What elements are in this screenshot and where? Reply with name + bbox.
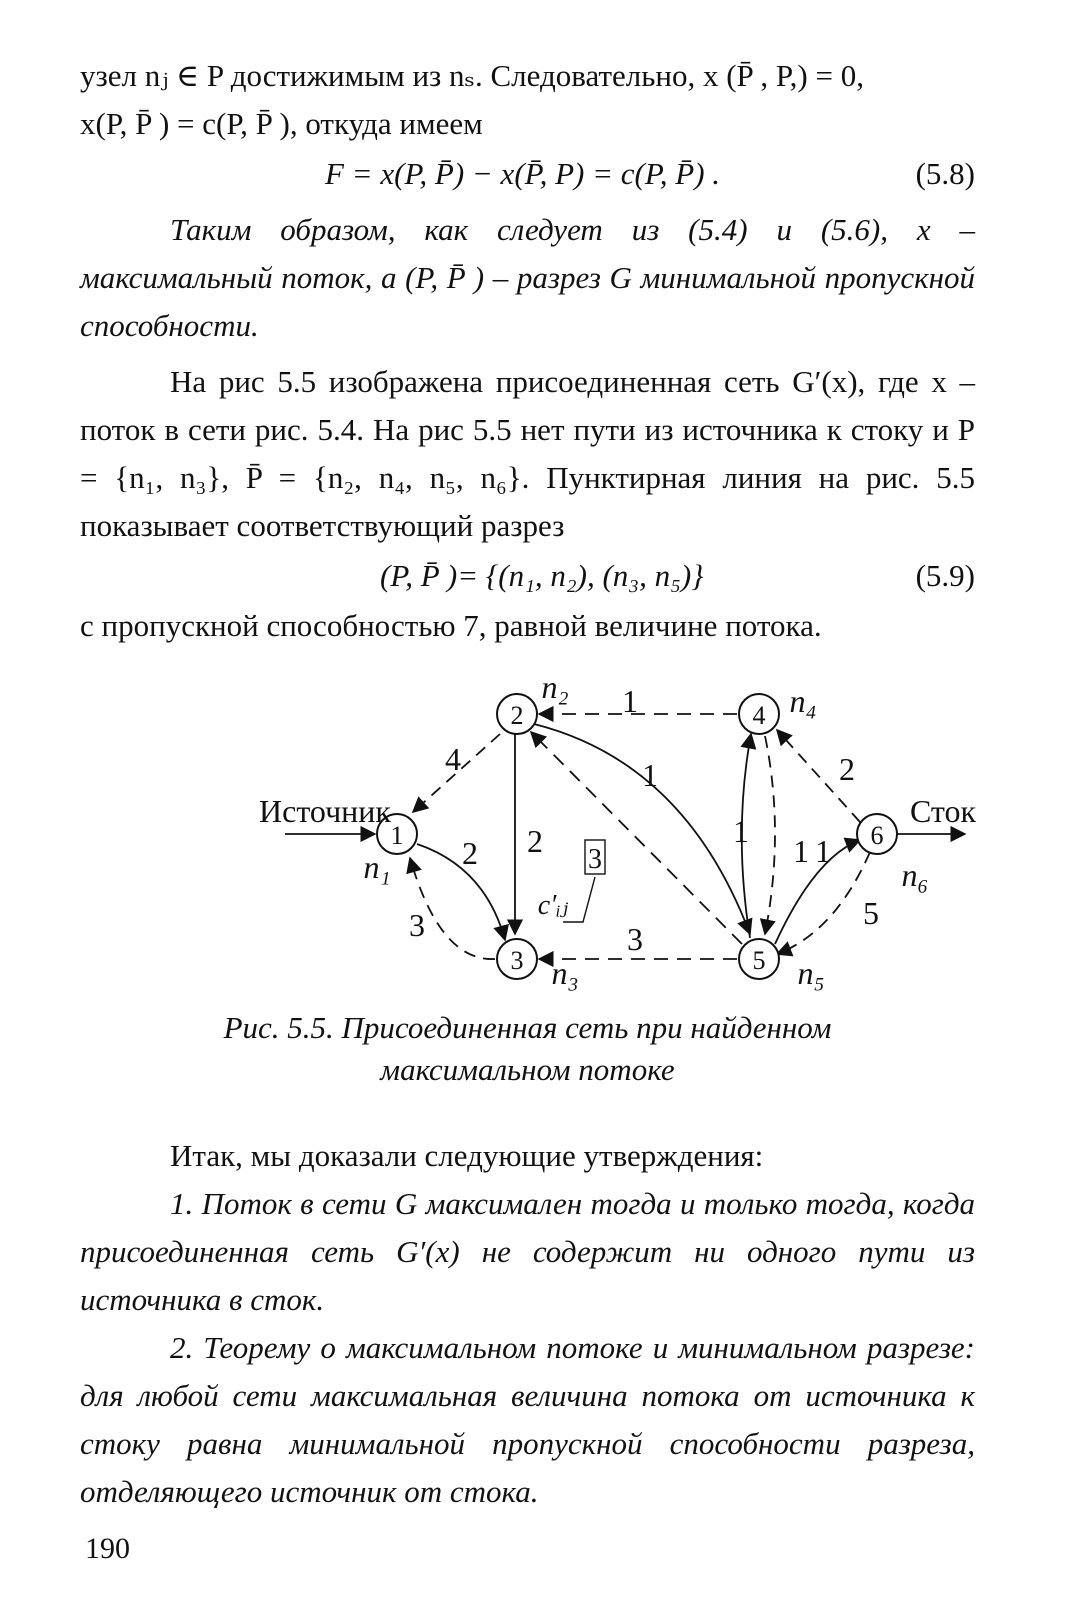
edge-label-5-4: 1 bbox=[733, 813, 749, 849]
text-line-1: узел nⱼ ∈ P достижимым из nₛ. Следовательно, x (P̄ , P,) = 0, bbox=[80, 58, 864, 93]
conclusions-section bbox=[80, 1132, 975, 1516]
node-1-number: 1 bbox=[390, 821, 404, 850]
conclusion-item-1: 1. Поток в сети G максимален тогда и только тогда, когда присоединенная сеть G′(x) не содержит ни одного пути из источника в сток. bbox=[80, 1186, 975, 1317]
paragraph-capacity: с пропускной способностью 7, равной величине потока. bbox=[80, 608, 822, 643]
legend-label: c′ᵢⱼ bbox=[537, 890, 569, 921]
node-2-number: 2 bbox=[510, 701, 524, 730]
node-2-label: n₂ bbox=[541, 672, 569, 705]
edge-label-3-1: 3 bbox=[409, 907, 425, 943]
caption-line-2: максимальном потоке bbox=[380, 1052, 675, 1087]
formula-5-8 bbox=[80, 148, 975, 200]
edge-label-5-6: 1 bbox=[815, 833, 831, 869]
conclusions-intro: Итак, мы доказали следующие утверждения: bbox=[170, 1138, 764, 1173]
network-diagram bbox=[245, 672, 985, 1002]
conclusion-item-2: 2. Теорему о максимальном потоке и минимальном разрезе: для любой сети максимальная величина потока от источника к стоку равна минимальной пропускной способности разреза, отделяющего источник от стока. bbox=[80, 1330, 975, 1509]
edge-label-2-3: 2 bbox=[527, 823, 543, 859]
edge-label-2-1: 4 bbox=[445, 741, 461, 777]
formula-5-9 bbox=[80, 550, 975, 602]
formula-5-9-expression: (P, P̄ )= {(n₁, n₂), (n₃, n₅)} bbox=[380, 558, 704, 593]
page-number: 190 bbox=[85, 1532, 130, 1565]
node-6-number: 6 bbox=[870, 821, 884, 850]
page-content bbox=[80, 52, 977, 1565]
edge-label-6-4: 2 bbox=[839, 751, 855, 787]
network-figure bbox=[245, 672, 985, 1002]
figure-caption bbox=[80, 1007, 975, 1091]
edge-1-3 bbox=[417, 844, 505, 940]
edge-label-4-5: 1 bbox=[793, 833, 809, 869]
text-line-2: x(P, P̄ ) = c(P, P̄ ), откуда имеем bbox=[80, 106, 483, 141]
edge-label-5-3: 3 bbox=[627, 921, 643, 957]
formula-5-8-number: (5.8) bbox=[915, 156, 975, 191]
node-3-label: n₃ bbox=[551, 955, 579, 991]
node-5-number: 5 bbox=[752, 946, 766, 975]
node-1-label: n₁ bbox=[363, 849, 391, 885]
sink-label: Сток bbox=[909, 793, 977, 829]
legend-box-value: 3 bbox=[588, 844, 602, 875]
paragraph-figure-reference: На рис 5.5 изображена присоединенная сеть G′(x), где x – поток в сети рис. 5.4. На рис 5.5 нет пути из источника к стоку и P = {n₁, n₃}, P̄ = {n₂, n₄, n₅, n₆}. Пунктирная линия на рис. 5.5 показывает соответствующий разрез bbox=[80, 364, 975, 543]
node-4-label: n₄ bbox=[789, 683, 817, 719]
node-6-label: n₆ bbox=[901, 857, 929, 893]
paragraph-max-flow: Таким образом, как следует из (5.4) и (5.6), x – максимальный поток, а (P, P̄ ) – разрез G минимальной пропускной способности. bbox=[80, 212, 975, 343]
edge-label-2-5: 1 bbox=[642, 757, 658, 793]
edge-label-4-2: 1 bbox=[622, 683, 638, 719]
node-5-label: n₅ bbox=[797, 955, 825, 991]
source-label: Источник bbox=[259, 793, 391, 829]
caption-line-1: Рис. 5.5. Присоединенная сеть при найденном bbox=[223, 1010, 832, 1045]
node-4-number: 4 bbox=[752, 701, 766, 730]
edge-4-5 bbox=[765, 736, 775, 934]
formula-5-9-number: (5.9) bbox=[915, 558, 975, 593]
edge-label-1-3: 2 bbox=[462, 835, 478, 871]
node-3-number: 3 bbox=[510, 946, 524, 975]
edge-label-6-5: 5 bbox=[863, 895, 879, 931]
formula-5-8-expression: F = x(P, P̄) − x(P̄, P) = c(P, P̄) . bbox=[325, 156, 721, 191]
